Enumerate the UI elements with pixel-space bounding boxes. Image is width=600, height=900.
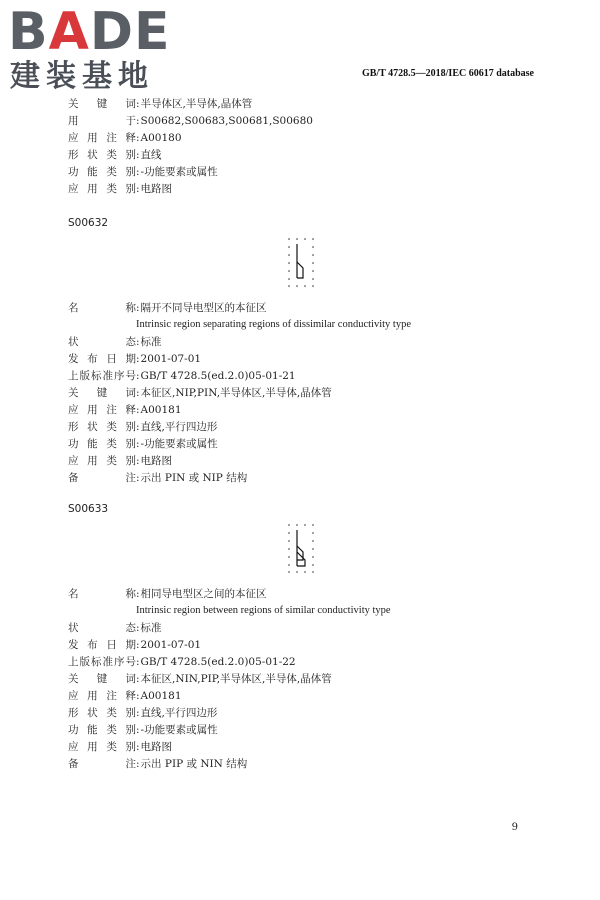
field-status: 状态:标准 (68, 622, 162, 634)
field-remark: 备注:示出 PIP 或 NIN 结构 (68, 758, 248, 770)
field-application: 应用类别:电路图 (68, 741, 173, 753)
prev-field-used-for: 用于:S00682,S00683,S00681,S00680 (68, 115, 313, 127)
intrinsic-region-symbol-s00632 (286, 236, 316, 288)
prev-field-app-note: 应用注释:A00180 (68, 132, 182, 144)
prev-field-application: 应用类别:电路图 (68, 183, 173, 195)
field-release-date: 发布日期:2001-07-01 (68, 353, 202, 365)
logo-chinese-text: 建装基地 (10, 59, 154, 94)
intrinsic-region-symbol-s00633 (286, 522, 316, 574)
field-keywords: 关键词:本征区,NIP,PIN,半导体区,半导体,晶体管 (68, 387, 332, 399)
database-title: GB/T 4728.5—2018/IEC 60617 database (361, 68, 534, 79)
symbol-code: S00632 (68, 217, 109, 229)
prev-field-shape: 形状类别:直线 (68, 149, 162, 161)
field-function: 功能类别:-功能要素或属性 (68, 724, 218, 736)
field-application: 应用类别:电路图 (68, 455, 173, 467)
prev-field-function: 功能类别:-功能要素或属性 (68, 166, 218, 178)
prev-field-keywords: 关键词:半导体区,半导体,晶体管 (68, 98, 253, 110)
symbol-code: S00633 (68, 503, 109, 515)
field-previous-standard: 上版标准序号:GB/T 4728.5(ed.2.0)05-01-22 (68, 656, 296, 668)
field-release-date: 发布日期:2001-07-01 (68, 639, 202, 651)
field-function: 功能类别:-功能要素或属性 (68, 438, 218, 450)
field-app-note: 应用注释:A00181 (68, 404, 182, 416)
field-shape: 形状类别:直线,平行四边形 (68, 421, 218, 433)
entry-name-row: 名称:隔开不同导电型区的本征区 (68, 302, 267, 314)
field-status: 状态:标准 (68, 336, 162, 348)
field-app-note: 应用注释:A00181 (68, 690, 182, 702)
entry-name-english: Intrinsic region between regions of similar conductivity type (136, 605, 391, 616)
logo-wordmark: BADE (8, 2, 171, 62)
entry-name-english: Intrinsic region separating regions of dissimilar conductivity type (136, 319, 411, 330)
entry-name-row: 名称:相同导电型区之间的本征区 (68, 588, 267, 600)
field-shape: 形状类别:直线,平行四边形 (68, 707, 218, 719)
field-remark: 备注:示出 PIN 或 NIP 结构 (68, 472, 248, 484)
field-keywords: 关键词:本征区,NIN,PIP,半导体区,半导体,晶体管 (68, 673, 332, 685)
page-number: 9 (511, 822, 518, 833)
bade-logo (8, 4, 188, 96)
field-previous-standard: 上版标准序号:GB/T 4728.5(ed.2.0)05-01-21 (68, 370, 296, 382)
